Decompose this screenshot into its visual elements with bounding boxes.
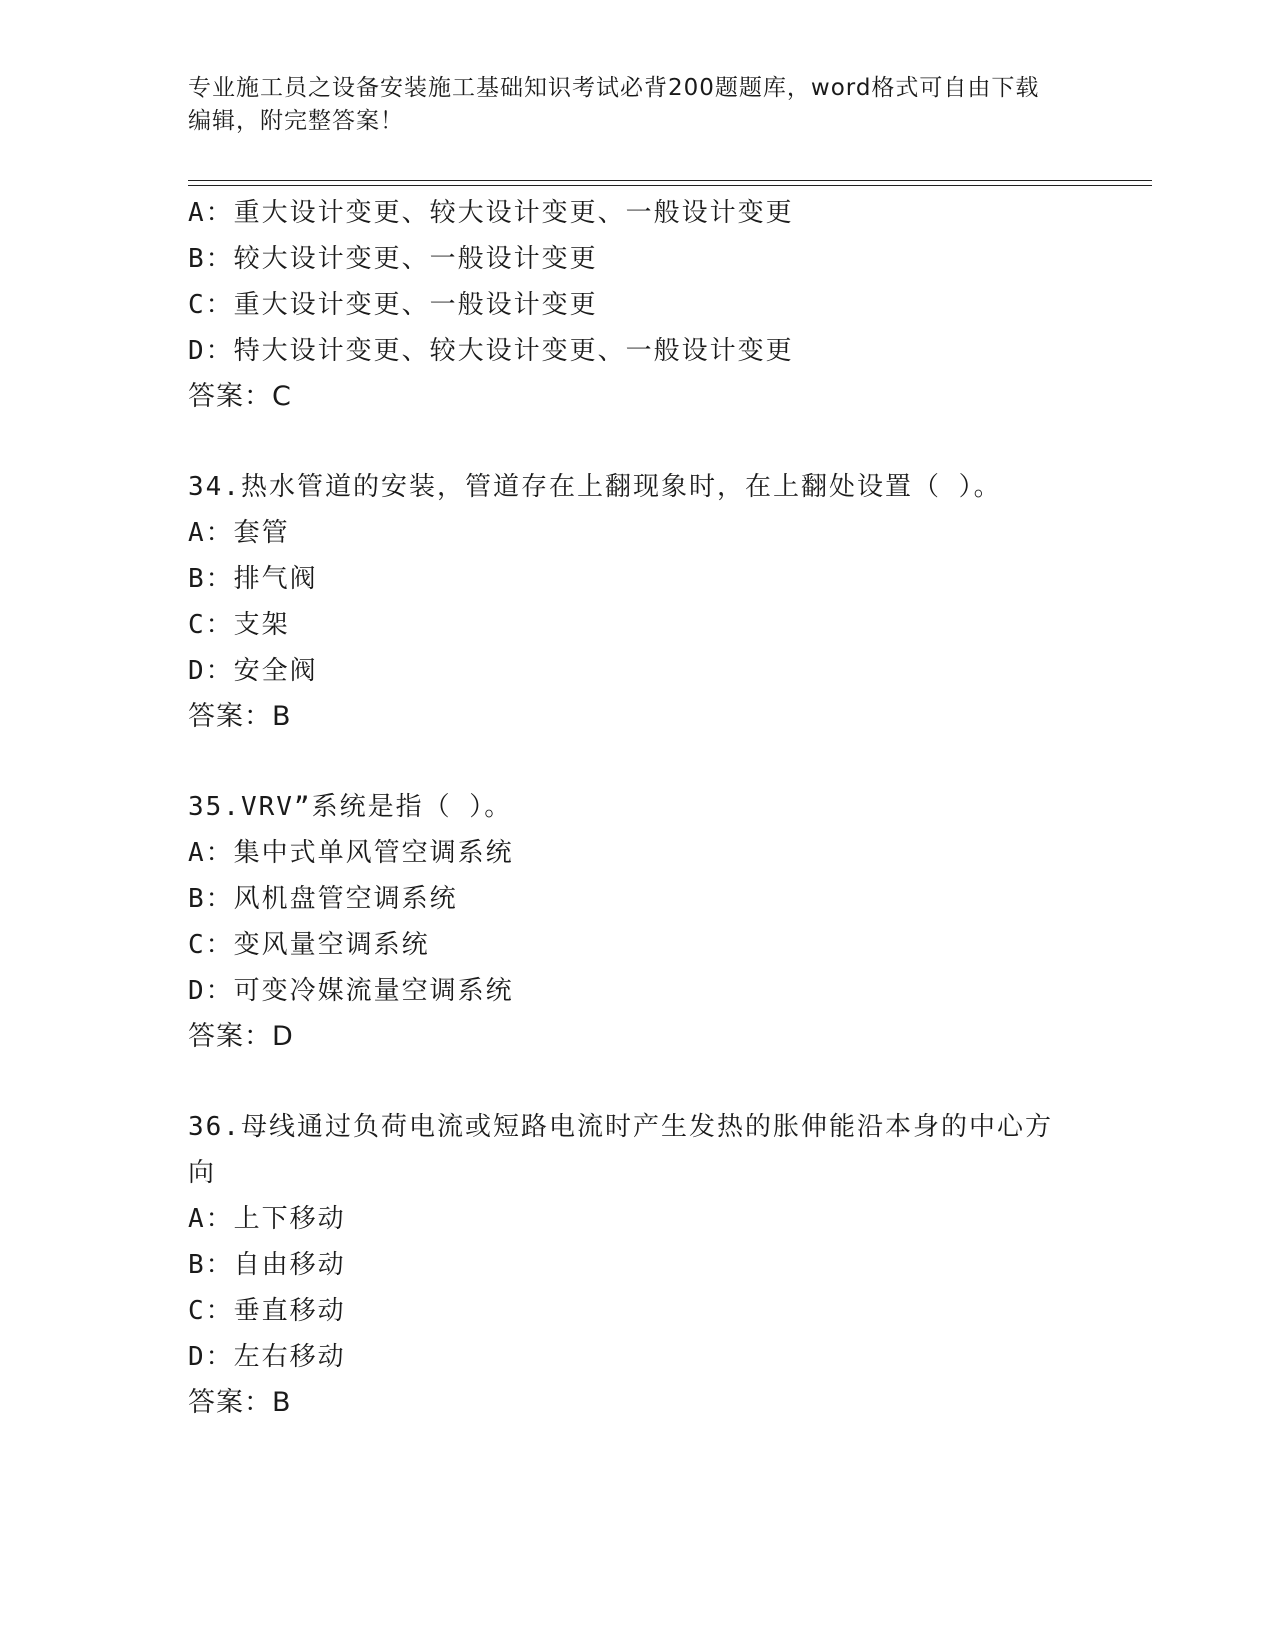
question-list <box>188 190 1088 1426</box>
option-d: D：左右移动 <box>188 1342 346 1372</box>
option-d: D：可变冷媒流量空调系统 <box>188 976 514 1006</box>
question-35 <box>188 784 1088 1060</box>
answer: 答案：C <box>188 381 292 412</box>
document-header <box>188 72 1068 138</box>
question-title-line-2: 向 <box>188 1158 217 1188</box>
option-b: B：风机盘管空调系统 <box>188 884 458 914</box>
option-a: A：上下移动 <box>188 1204 346 1234</box>
option-c: C：重大设计变更、一般设计变更 <box>188 290 598 320</box>
option-a: A：集中式单风管空调系统 <box>188 838 514 868</box>
option-b: B：排气阀 <box>188 564 318 594</box>
header-line-2: 编辑，附完整答案！ <box>188 108 404 134</box>
option-d: D：安全阀 <box>188 656 318 686</box>
question-36 <box>188 1104 1088 1426</box>
question-title: 35.VRV”系统是指（ ）。 <box>188 792 513 822</box>
header-divider-top <box>188 180 1152 181</box>
answer: 答案：D <box>188 1021 294 1052</box>
question-34 <box>188 464 1088 740</box>
question-title-line-1: 36.母线通过负荷电流或短路电流时产生发热的胀伸能沿本身的中心方 <box>188 1112 1053 1142</box>
option-d: D：特大设计变更、较大设计变更、一般设计变更 <box>188 336 794 366</box>
option-c: C：支架 <box>188 610 290 640</box>
option-a: A：套管 <box>188 518 290 548</box>
option-c: C：变风量空调系统 <box>188 930 430 960</box>
option-c: C：垂直移动 <box>188 1296 346 1326</box>
option-b: B：自由移动 <box>188 1250 346 1280</box>
answer: 答案：B <box>188 701 292 732</box>
header-line-1: 专业施工员之设备安装施工基础知识考试必背200题题库，word格式可自由下载 <box>188 75 1040 101</box>
header-divider-bottom <box>188 185 1152 186</box>
answer: 答案：B <box>188 1387 292 1418</box>
option-a: A：重大设计变更、较大设计变更、一般设计变更 <box>188 198 794 228</box>
question-33 <box>188 190 1088 420</box>
question-title: 34.热水管道的安装，管道存在上翻现象时，在上翻处设置（ ）。 <box>188 472 1002 502</box>
option-b: B：较大设计变更、一般设计变更 <box>188 244 598 274</box>
